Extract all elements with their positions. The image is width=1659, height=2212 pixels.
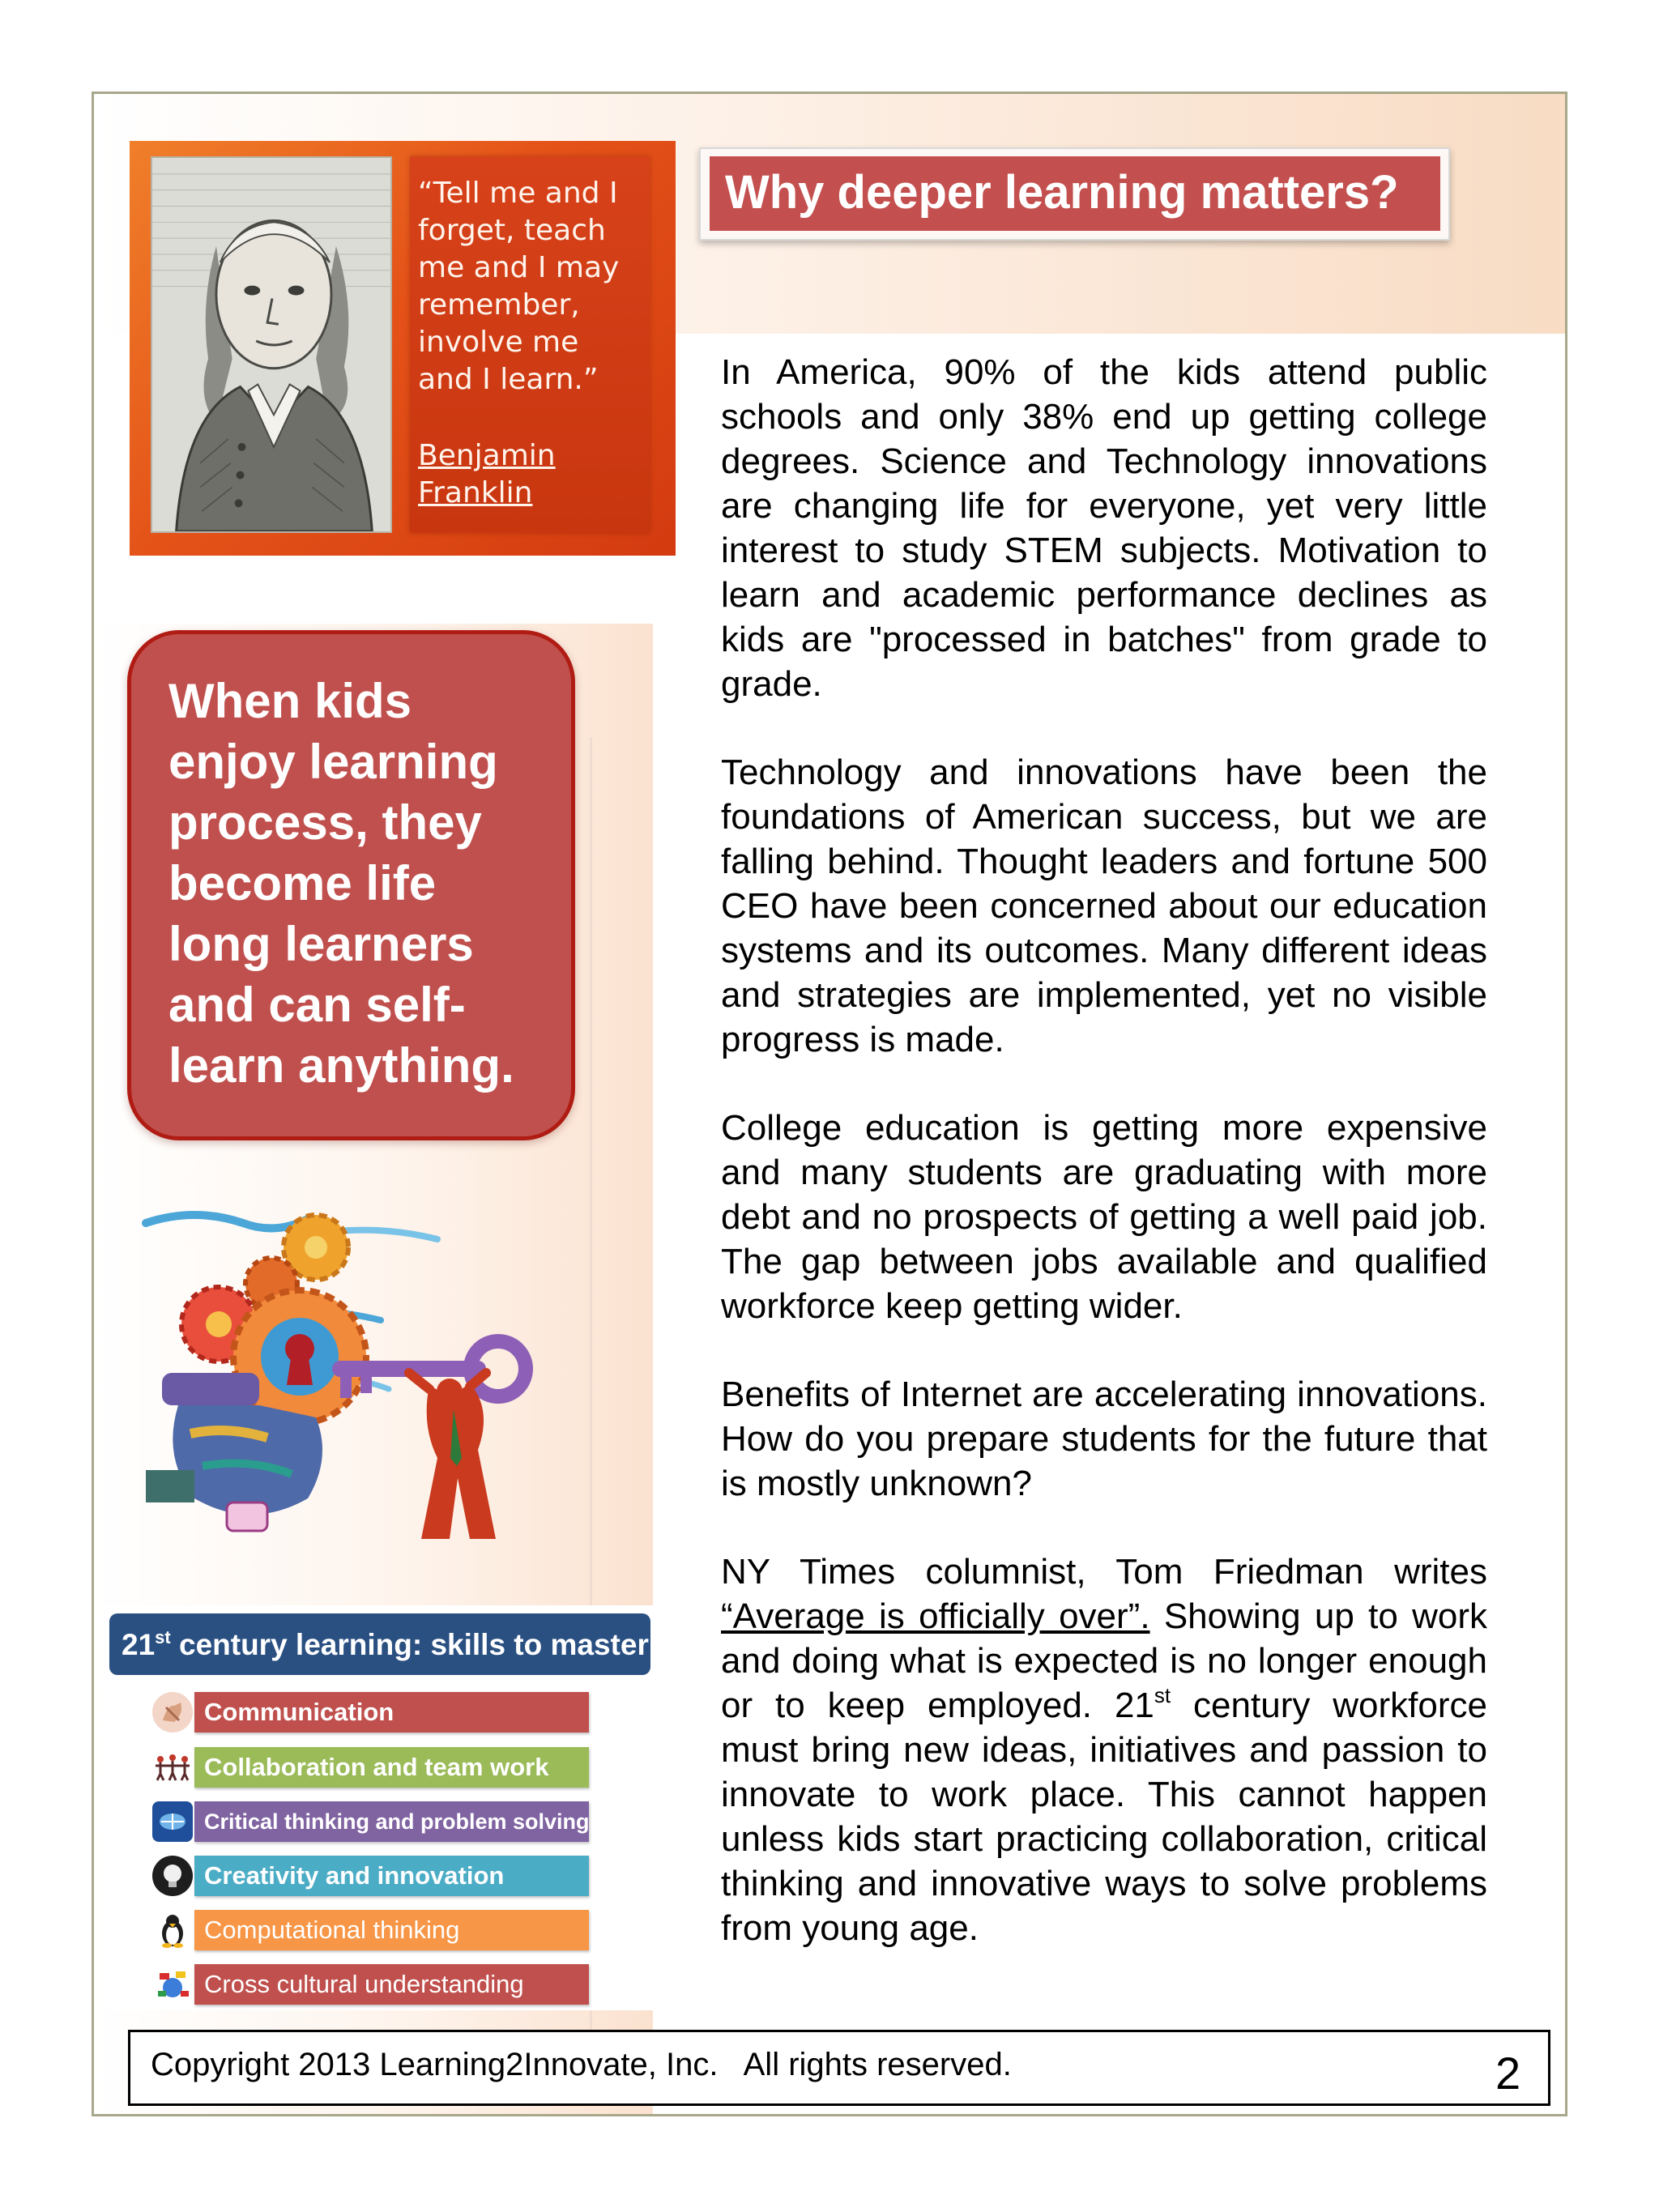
page-title: Why deeper learning matters? xyxy=(725,166,1399,219)
average-is-over-link[interactable]: “Average is officially over”. xyxy=(721,1596,1150,1636)
paragraph-technology: Technology and innovations have been the foundations of American success, but we are falling behind. Thought leaders and fortune 500 CEO have been concerned about our education systems and its outcomes. Many different ideas and strategies are implemented, yet no visible progress is made. xyxy=(721,752,1487,1059)
globe-icon xyxy=(152,1801,193,1842)
penguin-icon xyxy=(152,1910,193,1950)
skill-label: Critical thinking and problem solving xyxy=(204,1809,590,1834)
skill-label: Creativity and innovation xyxy=(204,1861,505,1890)
franklin-quote: “Tell me and I forget, teach me and I may remember, involve me and I learn.” xyxy=(418,177,620,396)
people-icon xyxy=(152,1747,193,1788)
quote-author-link[interactable]: Benjamin Franklin xyxy=(418,439,556,509)
page-number: 2 xyxy=(1495,2048,1521,2099)
paragraph-public-schools: In America, 90% of the kids attend public schools and only 38% end up getting college degrees. Science and Technology innovations are changing life for everyone, yet very little interest to study STEM subjects. Motivation to learn and academic performance declines as kids are "processed in batches" from grade to grade. xyxy=(721,352,1487,704)
callout-text: When kids enjoy learning process, they become life long learners and can self- learn anything. xyxy=(168,674,514,1093)
key-and-gears-illustration xyxy=(130,1191,583,1571)
copyright-notice: Copyright 2013 Learning2Innovate, Inc. All rights reserved. xyxy=(151,2047,1012,2082)
article-body xyxy=(721,350,1487,1994)
skill-label: Communication xyxy=(204,1698,394,1726)
franklin-portrait-image xyxy=(151,156,392,533)
paragraph-friedman: NY Times columnist, Tom Friedman writes “Average is officially over”. Showing up to work and doing what is expected is no longer enough or to keep employed. 21st century workforce must bring new ideas, initiatives and passion to innovate to work place. This cannot happen unless kids start practicing collaboration, critical thinking and innovative ways to solve problems from young age. xyxy=(721,1552,1488,1948)
skill-label: Cross cultural understanding xyxy=(204,1970,524,1998)
hands-icon xyxy=(152,1692,193,1733)
flags-icon xyxy=(152,1964,193,2005)
skill-label: Collaboration and team work xyxy=(204,1753,549,1781)
skills-title: 21st century learning: skills to master xyxy=(122,1627,649,1661)
bulb-icon xyxy=(152,1856,193,1896)
paragraph-internet: Benefits of Internet are accelerating innovations. How do you prepare students for the future that is mostly unknown? xyxy=(721,1375,1487,1503)
paragraph-college-cost: College education is getting more expensive and many students are graduating with more debt and no prospects of getting a well paid job. The gap between jobs available and qualified workforce keep getting wider. xyxy=(721,1108,1487,1326)
skill-label: Computational thinking xyxy=(204,1916,460,1944)
